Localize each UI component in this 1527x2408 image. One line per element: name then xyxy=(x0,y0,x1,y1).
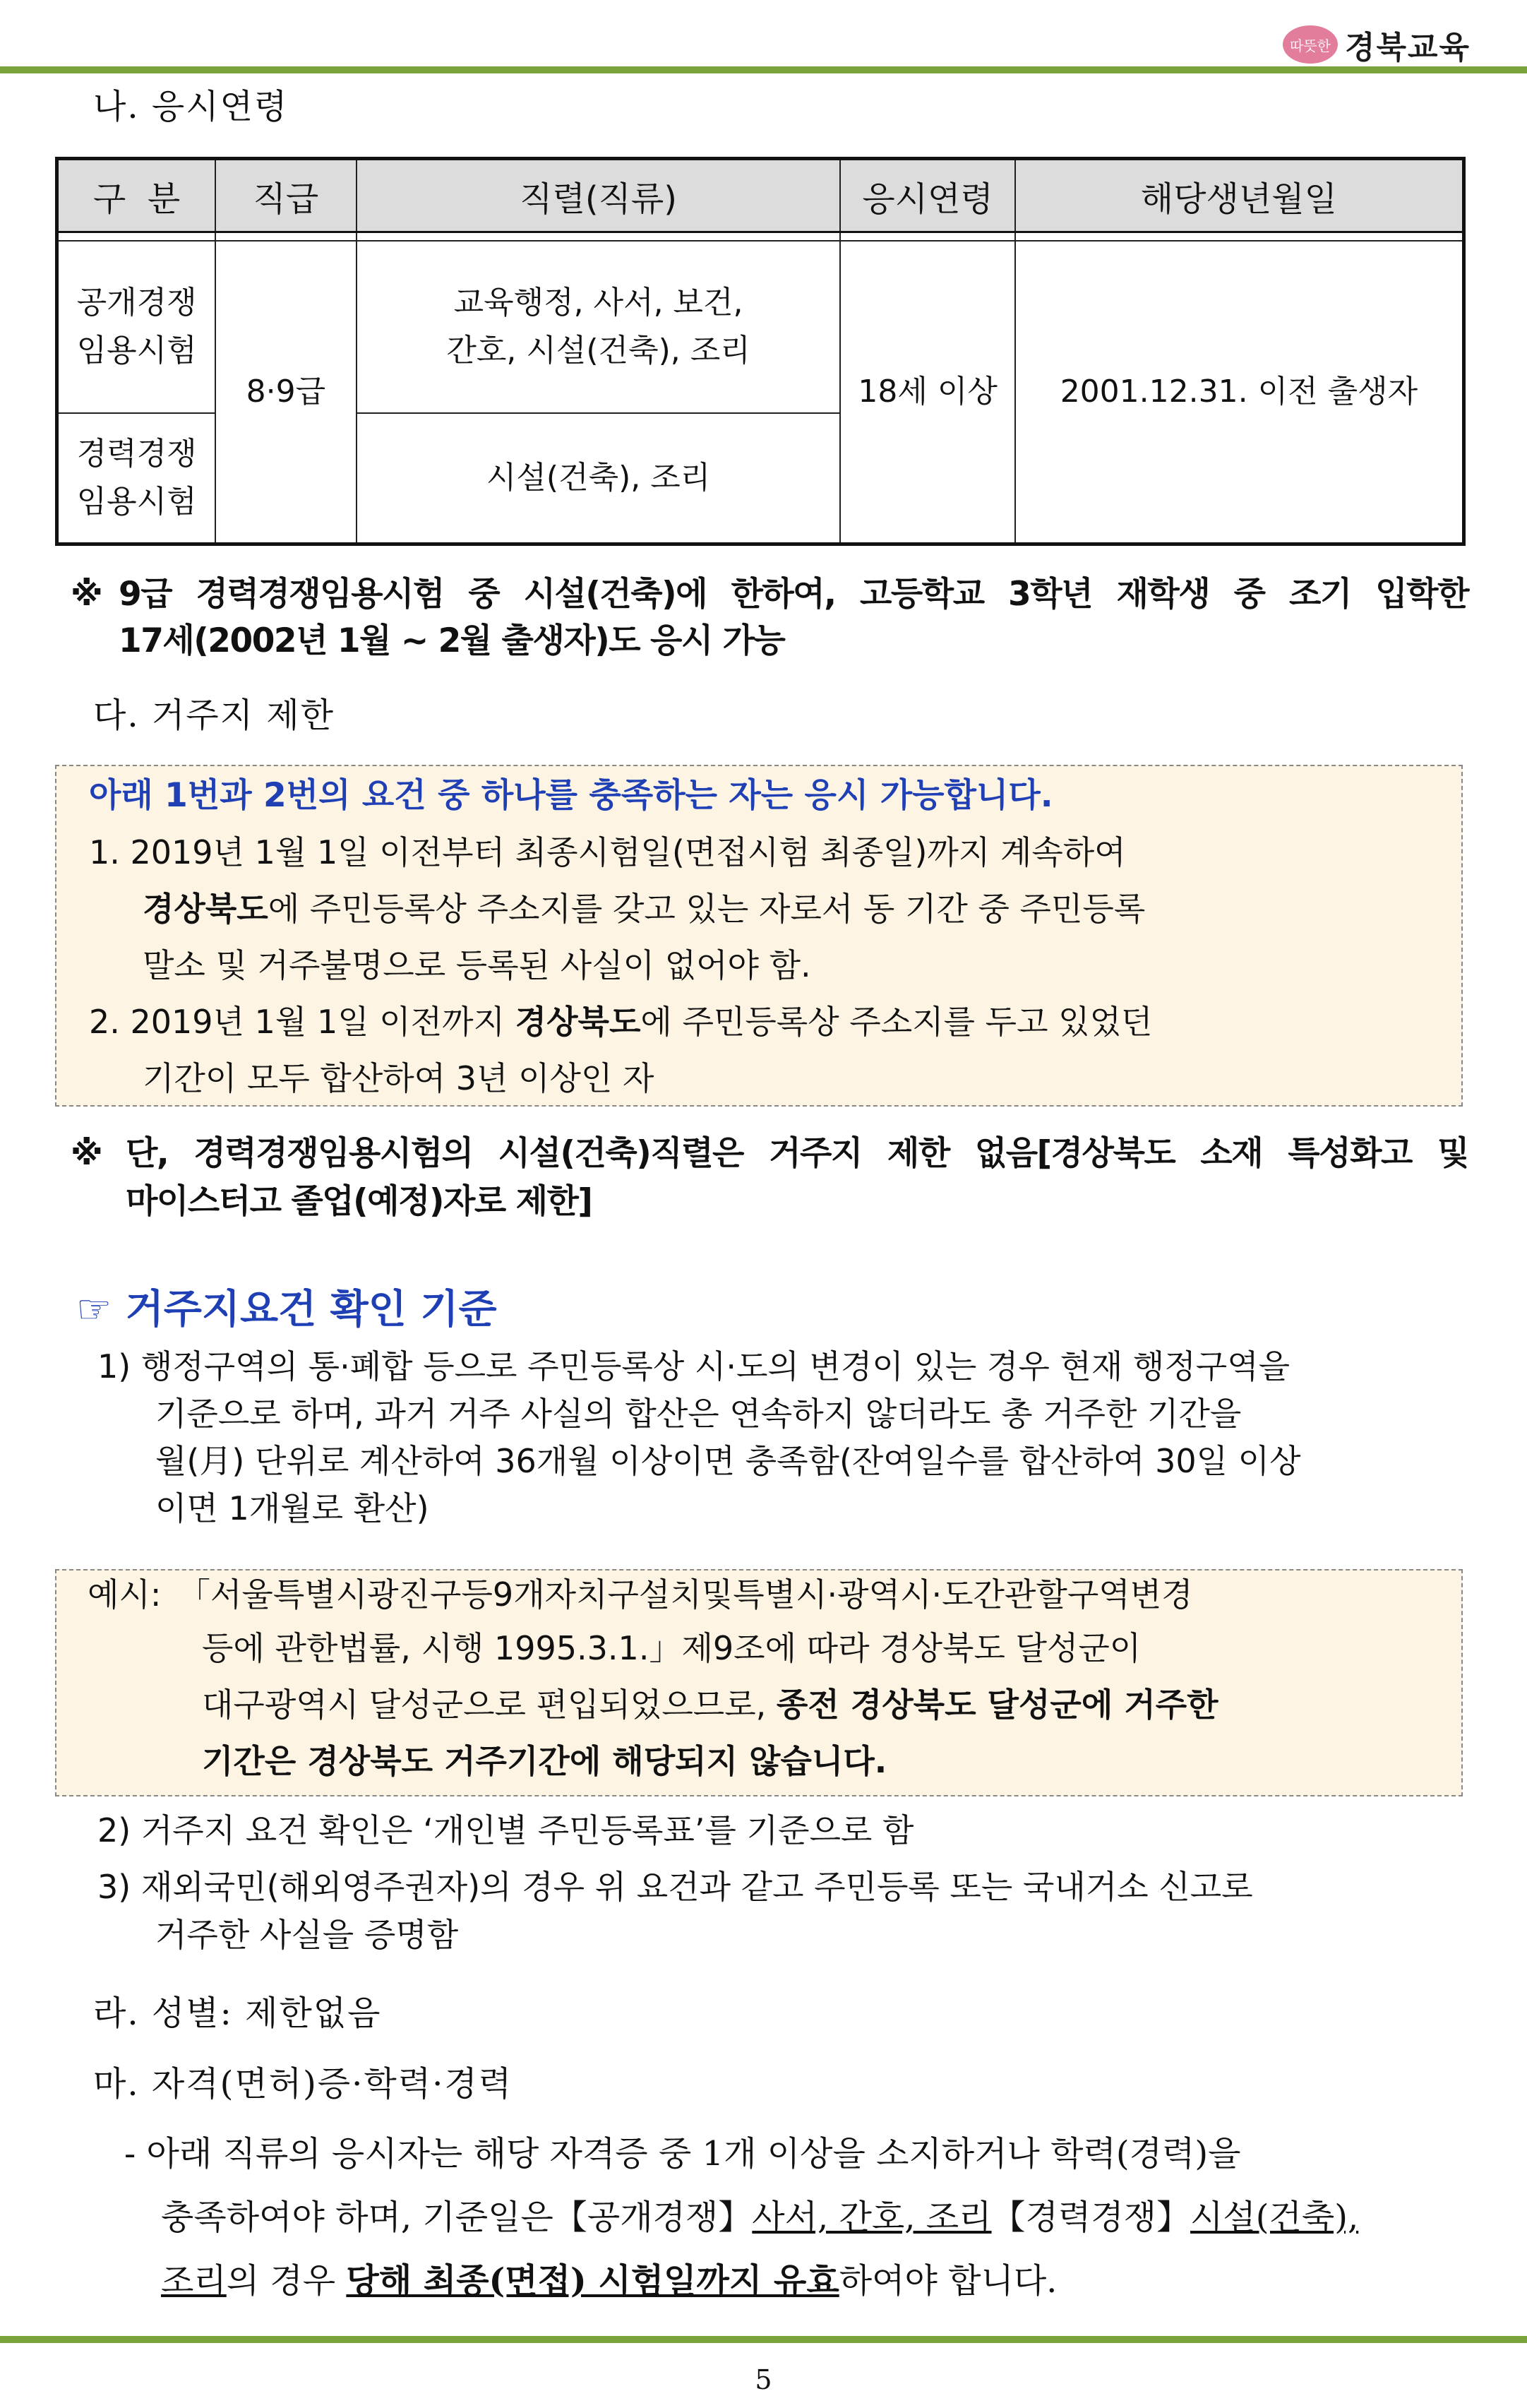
example-box xyxy=(55,1569,1463,1796)
footer-divider xyxy=(0,2336,1527,2343)
note-mark: ※ xyxy=(71,1134,102,1173)
table-header-birthdate: 해당생년월일 xyxy=(1015,159,1464,232)
note-exemption-line2: 마이스터고 졸업(예정)자로 제한] xyxy=(126,1182,592,1221)
table-header-age: 응시연령 xyxy=(840,159,1014,232)
table-header-category: 구 분 xyxy=(57,159,216,232)
criteria-item1-line3: 월(月) 단위로 계산하여 36개월 이상이면 충족함(잔여일수를 합산하여 30일 이상 xyxy=(155,1442,1301,1480)
section-heading-age: 나. 응시연령 xyxy=(93,87,289,126)
residence-item1-line1: 1. 2019년 1월 1일 이전부터 최종시험일(면접시험 최종일)까지 계속하여 xyxy=(89,833,1126,871)
table-header-grade: 직급 xyxy=(215,159,357,232)
example-line3: 대구광역시 달성군으로 편입되었으므로, 종전 경상북도 달성군에 거주한 xyxy=(202,1686,1218,1724)
header-divider xyxy=(0,66,1527,73)
cell-grade: 8·9급 xyxy=(215,241,357,544)
gyeongbuk-education-logo xyxy=(1283,20,1471,69)
section-heading-gender: 라. 성별: 제한없음 xyxy=(93,1993,382,2033)
example-line4: 기간은 경상북도 거주기간에 해당되지 않습니다. xyxy=(202,1742,887,1780)
residence-box-title: 아래 1번과 2번의 요건 중 하나를 충족하는 자는 응시 가능합니다. xyxy=(89,776,1053,815)
criteria-item3-line2: 거주한 사실을 증명함 xyxy=(155,1916,459,1954)
section-heading-residence: 다. 거주지 제한 xyxy=(93,696,335,735)
table-header-job-series: 직렬(직류) xyxy=(357,159,841,232)
section-heading-qualification: 마. 자격(면허)증·학력·경력 xyxy=(93,2064,513,2104)
qualification-line2: 충족하여야 하며, 기준일은【공개경쟁】사서, 간호, 조리【경력경쟁】시설(건축), xyxy=(161,2198,1359,2237)
age-requirement-table xyxy=(55,157,1466,546)
pointing-hand-icon: ☞ xyxy=(76,1287,112,1333)
note-exemption-line1: 단, 경력경쟁임용시험의 시설(건축)직렬은 거주지 제한 없음[경상북도 소재 특성화고 및 xyxy=(126,1134,1468,1173)
note-early-admission-line1: 9급 경력경쟁임용시험 중 시설(건축)에 한하여, 고등학교 3학년 재학생 중 조기 입학한 xyxy=(119,575,1468,614)
residence-requirement-box xyxy=(55,765,1463,1107)
cell-exam-type: 경력경쟁 임용시험 xyxy=(57,413,216,544)
cell-age: 18세 이상 xyxy=(840,241,1014,544)
example-line1: 「서울특별시광진구등9개자치구설치및특별시·광역시·도간관할구역변경 xyxy=(178,1575,1193,1614)
criteria-item3-line1: 3) 재외국민(해외영주권자)의 경우 위 요건과 같고 주민등록 또는 국내거소 신고로 xyxy=(97,1868,1253,1906)
qualification-line3: 조리의 경우 당해 최종(면접) 시험일까지 유효하여야 합니다. xyxy=(161,2261,1058,2301)
cell-birthdate: 2001.12.31. 이전 출생자 xyxy=(1015,241,1464,544)
page-number: 5 xyxy=(755,2364,772,2395)
logo-brand: 경북교육 xyxy=(1344,30,1471,66)
criteria-item1-line2: 기준으로 하며, 과거 거주 사실의 합산은 연속하지 않더라도 총 거주한 기간을 xyxy=(155,1395,1242,1433)
table-row xyxy=(57,241,1464,413)
example-label: 예시: xyxy=(88,1575,162,1614)
criteria-item2: 2) 거주지 요건 확인은 ‘개인별 주민등록표’를 기준으로 함 xyxy=(97,1811,914,1849)
qualification-text xyxy=(124,2122,1358,2313)
criteria-title: 거주지요건 확인 기준 xyxy=(125,1287,497,1333)
qualification-line1: - 아래 직류의 응시자는 해당 자격증 중 1개 이상을 소지하거나 학력(경력)을 xyxy=(124,2134,1241,2174)
residence-item1-line2: 경상북도에 주민등록상 주소지를 갖고 있는 자로서 동 기간 중 주민등록 xyxy=(143,890,1146,928)
note-early-admission-line2: 17세(2002년 1월 ~ 2월 출생자)도 응시 가능 xyxy=(119,621,785,660)
criteria-item1-line1: 1) 행정구역의 통·폐합 등으로 주민등록상 시·도의 변경이 있는 경우 현재 행정구역을 xyxy=(97,1347,1291,1385)
cell-exam-type: 공개경쟁 임용시험 xyxy=(57,241,216,413)
residence-item1-line3: 말소 및 거주불명으로 등록된 사실이 없어야 함. xyxy=(143,946,811,984)
residence-item2-line1: 2. 2019년 1월 1일 이전까지 경상북도에 주민등록상 주소지를 두고 있었던 xyxy=(89,1003,1153,1041)
cell-job-series: 교육행정, 사서, 보건, 간호, 시설(건축), 조리 xyxy=(357,241,841,413)
table-header-row xyxy=(57,159,1464,232)
example-line2: 등에 관한법률, 시행 1995.3.1.」제9조에 따라 경상북도 달성군이 xyxy=(202,1629,1142,1667)
note-mark: ※ xyxy=(71,575,102,614)
criteria-heading xyxy=(76,1278,497,1335)
residence-item2-line2: 기간이 모두 합산하여 3년 이상인 자 xyxy=(143,1059,654,1097)
logo-slogan: 따뜻한 xyxy=(1283,25,1338,64)
criteria-item1-line4: 이면 1개월로 환산) xyxy=(155,1489,429,1527)
cell-job-series: 시설(건축), 조리 xyxy=(357,413,841,544)
